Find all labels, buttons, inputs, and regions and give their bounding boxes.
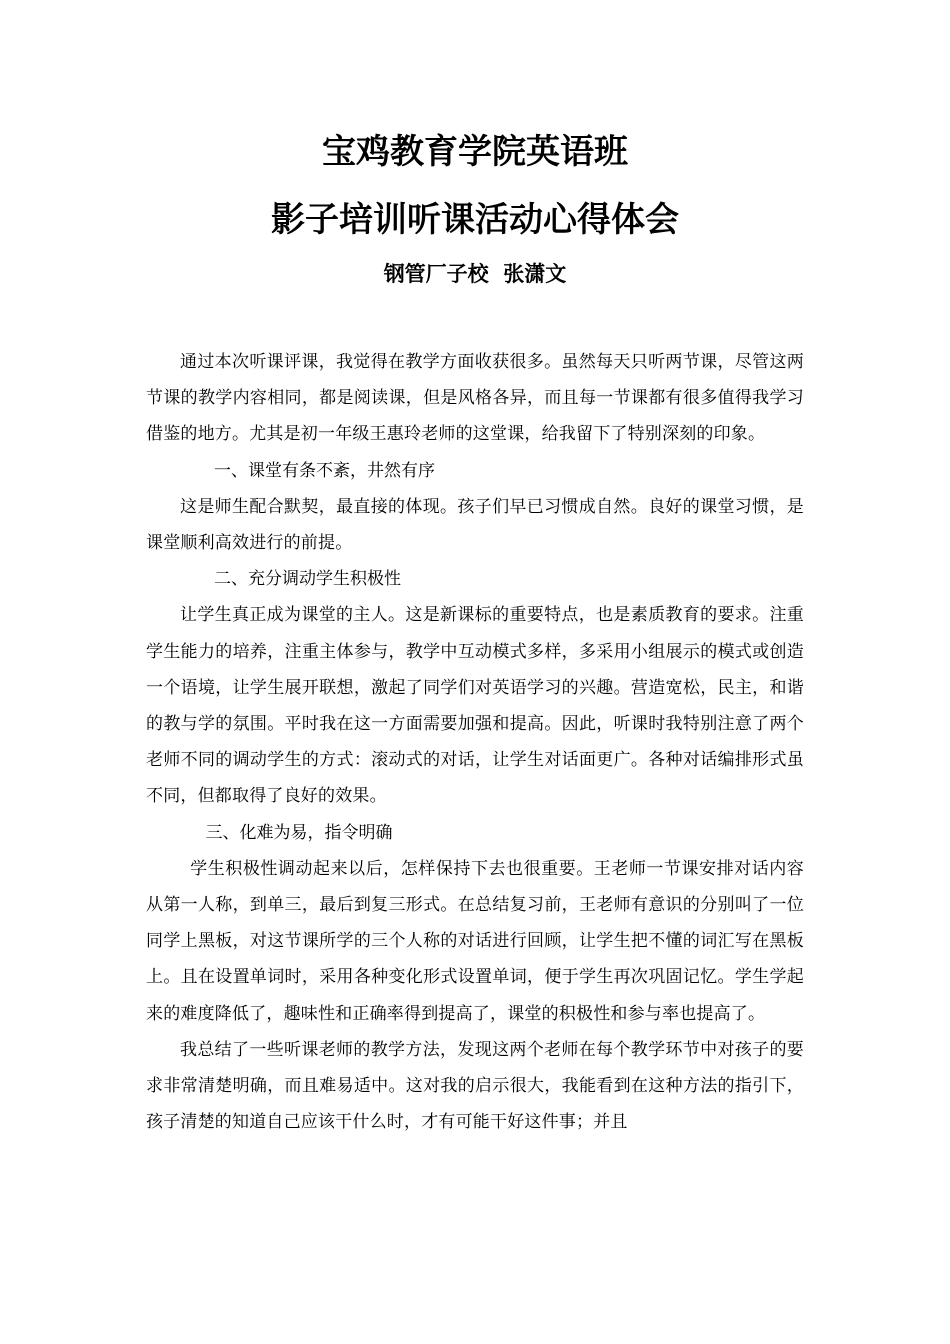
section-heading-2: 二、充分调动学生积极性 xyxy=(214,569,401,590)
paragraph-intro: 通过本次听课评课，我觉得在教学方面收获很多。虽然每天只听两节课，尽管这两节课的教学内容相同，都是阅读课，但是风格各异，而且每一节课都有很多值得我学习借鉴的地方。尤其是初一年级王惠玲老师的这堂课，给我留下了特别深刻的印象。 xyxy=(146,352,804,445)
paragraph-section-2: 让学生真正成为课堂的主人。这是新课标的重要特点，也是素质教育的要求。注重学生能力的培养，注重主体参与，教学中互动模式多样，多采用小组展示的模式或创造一个语境，让学生展开联想，激起了同学们对英语学习的兴趣。营造宽松，民主，和谐的教与学的氛围。平时我在这一方面需要加强和提高。因此，听课时我特别注意了两个老师不同的调动学生的方式：滚动式的对话，让学生对话面更广。各种对话编排形式虽不同，但都取得了良好的效果。 xyxy=(146,605,804,807)
paragraph-section-1: 这是师生配合默契，最直接的体现。孩子们早已习惯成自然。良好的课堂习惯，是课堂顺利高效进行的前提。 xyxy=(146,496,804,554)
document-title-line-1: 宝鸡教育学院英语班 xyxy=(322,132,628,172)
paragraph-summary: 我总结了一些听课老师的教学方法，发现这两个老师在每个教学环节中对孩子的要求非常清楚明确，而且难易适中。这对我的启示很大，我能看到在这种方法的指引下，孩子清楚的知道自己应该干什么时，才有可能干好这件事；并且 xyxy=(146,1039,804,1133)
paragraph-section-3: 学生积极性调动起来以后，怎样保持下去也很重要。王老师一节课安排对话内容从第一人称，到单三，最后到复三形式。在总结复习前，王老师有意识的分别叫了一位同学上黑板，对这节课所学的三个人称的对话进行回顾，让学生把不懂的词汇写在黑板上。且在设置单词时，采用各种变化形式设置单词，便于学生再次巩固记忆。学生学起来的难度降低了，趣味性和正确率得到提高了，课堂的积极性和参与率也提高了。 xyxy=(146,858,804,1024)
document-author: 钢管厂子校 张潇文 xyxy=(383,262,567,286)
section-heading-1: 一、课堂有条不紊，井然有序 xyxy=(214,460,435,481)
document-body xyxy=(146,344,804,1140)
section-heading-3: 三、化难为易，指令明确 xyxy=(205,822,393,843)
document-title-line-2: 影子培训听课活动心得体会 xyxy=(271,200,679,240)
